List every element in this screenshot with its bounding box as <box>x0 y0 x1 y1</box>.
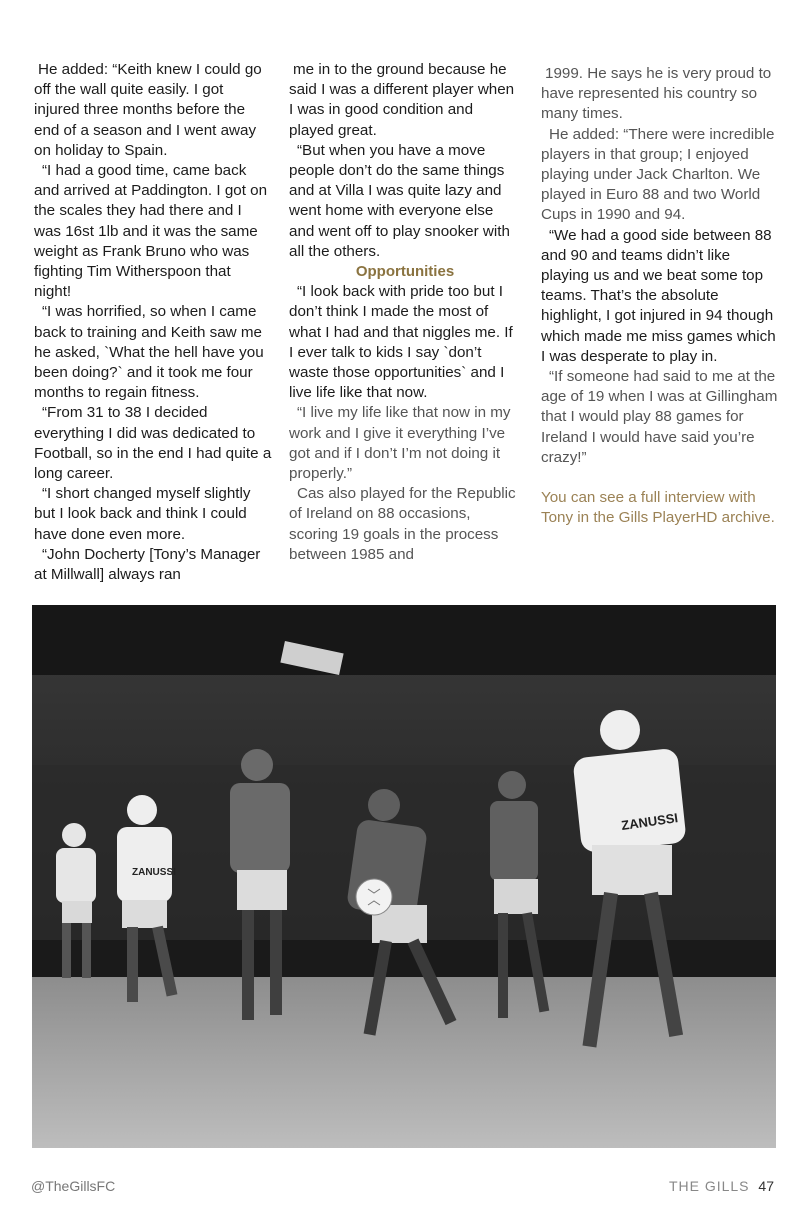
paragraph: Cas also played for the Republic of Ireland on 88 occasions, scoring 19 goals in the process between 1985 and <box>289 485 516 563</box>
twitter-handle: @TheGillsFC <box>31 1178 116 1194</box>
paragraph: “I had a good time, came back and arrived at Paddington. I got on the scales they had there and I was 16st 1lb and it was the same weight as Frank Bruno who was fighting Tim Witherspoon that night! <box>34 162 268 301</box>
paragraph: “If someone had said to me at the age of 19 when I was at Gillingham that I would play 88 games for Ireland I would have said you’re crazy!” <box>541 368 778 466</box>
paragraph: “John Docherty [Tony’s Manager at Millwall] always ran <box>34 545 261 584</box>
article-column-3 <box>541 64 781 528</box>
magazine-name: THE GILLS <box>668 1178 750 1194</box>
paragraph: “From 31 to 38 I decided everything I did was dedicated to Football, so in the end I had quite a long career. <box>34 404 272 483</box>
paragraph: “I was horrified, so when I came back to training and Keith saw me he asked, `What the hell have you been doing?` and it took me four months to regain fitness. <box>34 303 264 402</box>
article-column-2 <box>289 60 521 565</box>
paragraph: 1999. He says he is very proud to have represented his country so many times. <box>541 65 772 123</box>
paragraph: “We had a good side between 88 and 90 and teams didn’t like playing us and we beat some top teams. That’s the absolute highlight, I got injured in 94 though which made me miss games which I was desperate to play in. <box>541 226 776 365</box>
match-photo <box>32 605 776 1148</box>
paragraph: “I look back with pride too but I don’t think I made the most of what I had and that niggles me. If I ever talk to kids I say `don’t waste those opportunities` and I live life like that now. <box>289 283 513 402</box>
shirt-sponsor: ZANUSSI <box>132 867 176 878</box>
article-column-1 <box>34 60 272 585</box>
subheading: Opportunities <box>355 263 455 281</box>
paragraph: “But when you have a move people don’t do the same things and at Villa I was quite lazy and went home with everyone else and went off to play snooker with all the others. <box>289 141 510 260</box>
paragraph: “I short changed myself slightly but I look back and think I could have done even more. <box>34 485 251 543</box>
page-number: 47 <box>758 1178 774 1194</box>
paragraph: He added: “There were incredible players in that group; I enjoyed playing under Jack Charlton. We played in Euro 88 and two World Cups in 1990 and 94. <box>541 125 775 224</box>
paragraph: “I live my life like that now in my work and I give it everything I’ve got and if I don’t I’m not doing it properly.” <box>289 404 511 483</box>
football <box>356 879 392 915</box>
shirt-sponsor: ZANUSSI <box>620 810 679 833</box>
page-footer <box>669 1178 774 1194</box>
promo-text: You can see a full interview with Tony in the Gills PlayerHD archive. <box>541 489 775 527</box>
paragraph: He added: “Keith knew I could go off the wall quite easily. I got injured three months before the end of a season and I went away on holiday to Spain. <box>34 61 262 159</box>
football-match-illustration <box>32 605 776 1148</box>
paragraph: me in to the ground because he said I was a different player when I was in good condition and played great. <box>289 61 515 139</box>
